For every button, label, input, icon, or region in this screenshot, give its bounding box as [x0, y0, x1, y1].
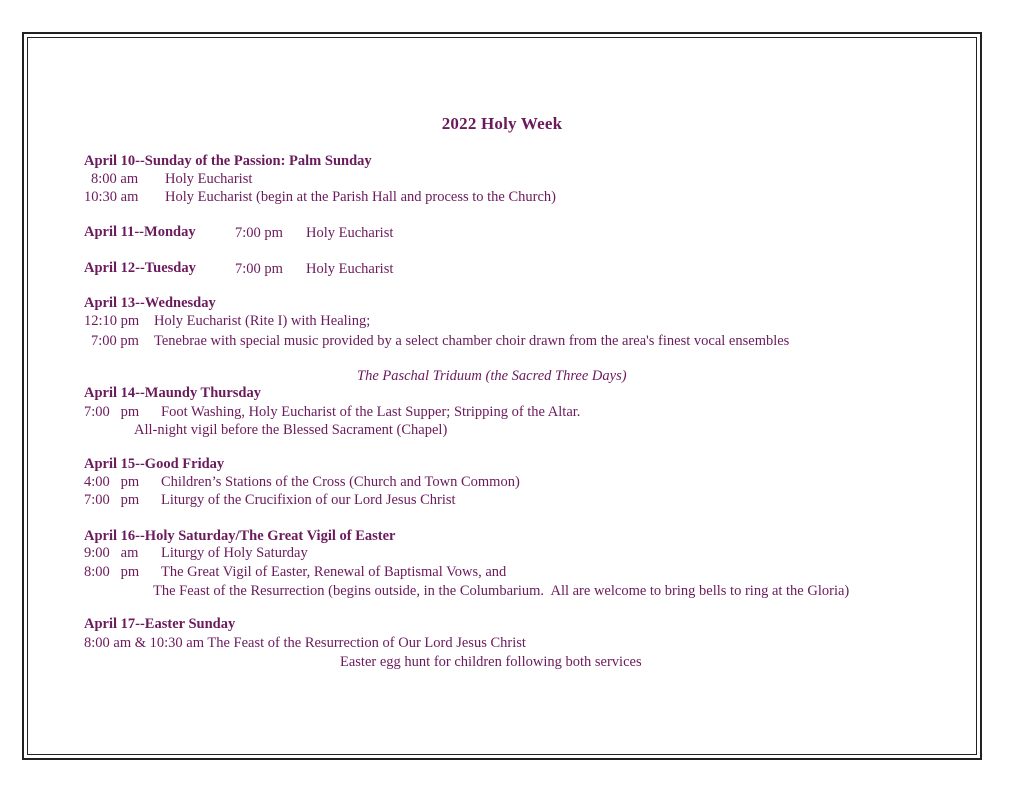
wednesday-time-2: 7:00 pm: [91, 333, 139, 349]
palm-sunday-time-2: 10:30 am: [84, 189, 139, 205]
tuesday-event: Holy Eucharist: [306, 261, 394, 277]
palm-sunday-event-2: Holy Eucharist (begin at the Parish Hall and process to the Church): [165, 189, 556, 205]
saturday-event-2: The Great Vigil of Easter, Renewal of Baptismal Vows, and: [161, 564, 507, 580]
thursday-time-1: 7:00 pm: [84, 404, 140, 420]
monday-event: Holy Eucharist: [306, 225, 394, 241]
tuesday-time: 7:00 pm: [235, 261, 283, 277]
thursday-event-1: Foot Washing, Holy Eucharist of the Last Supper; Stripping of the Altar.: [161, 404, 581, 420]
easter-sunday-line-1: 8:00 am & 10:30 am The Feast of the Resurrection of Our Lord Jesus Christ: [84, 635, 526, 651]
palm-sunday-event-1: Holy Eucharist: [165, 171, 253, 187]
friday-time-2: 7:00 pm: [84, 492, 140, 508]
wednesday-event-2: Tenebrae with special music provided by a select chamber choir drawn from the area's finest vocal ensembles: [154, 333, 790, 349]
wednesday-time-1: 12:10 pm: [84, 313, 140, 329]
saturday-time-2: 8:00 pm: [84, 564, 140, 580]
easter-sunday-line-2: Easter egg hunt for children following both services: [340, 654, 642, 670]
friday-event-2: Liturgy of the Crucifixion of our Lord Jesus Christ: [161, 492, 456, 508]
monday-time: 7:00 pm: [235, 225, 283, 241]
page-title: 2022 Holy Week: [441, 114, 563, 133]
monday-heading: April 11--Monday: [84, 224, 196, 240]
saturday-heading: April 16--Holy Saturday/The Great Vigil of Easter: [84, 528, 396, 544]
thursday-heading: April 14--Maundy Thursday: [84, 385, 261, 401]
easter-sunday-heading: April 17--Easter Sunday: [84, 616, 236, 632]
thursday-event-1-cont: All-night vigil before the Blessed Sacrament (Chapel): [134, 422, 448, 438]
friday-time-1: 4:00 pm: [84, 474, 140, 490]
friday-event-1: Children’s Stations of the Cross (Church and Town Common): [161, 474, 520, 490]
saturday-time-1: 9:00 am: [84, 545, 139, 561]
triduum-note: The Paschal Triduum (the Sacred Three Days): [357, 368, 627, 384]
saturday-event-2-cont: The Feast of the Resurrection (begins outside, in the Columbarium. All are welcome to bring bells to ring at the Gloria): [153, 583, 850, 599]
wednesday-heading: April 13--Wednesday: [84, 295, 216, 311]
wednesday-event-1: Holy Eucharist (Rite I) with Healing;: [154, 313, 371, 329]
saturday-event-1: Liturgy of Holy Saturday: [161, 545, 308, 561]
palm-sunday-time-1: 8:00 am: [91, 171, 139, 187]
palm-sunday-heading: April 10--Sunday of the Passion: Palm Sunday: [84, 153, 372, 169]
friday-heading: April 15--Good Friday: [84, 456, 225, 472]
tuesday-heading: April 12--Tuesday: [84, 260, 196, 276]
